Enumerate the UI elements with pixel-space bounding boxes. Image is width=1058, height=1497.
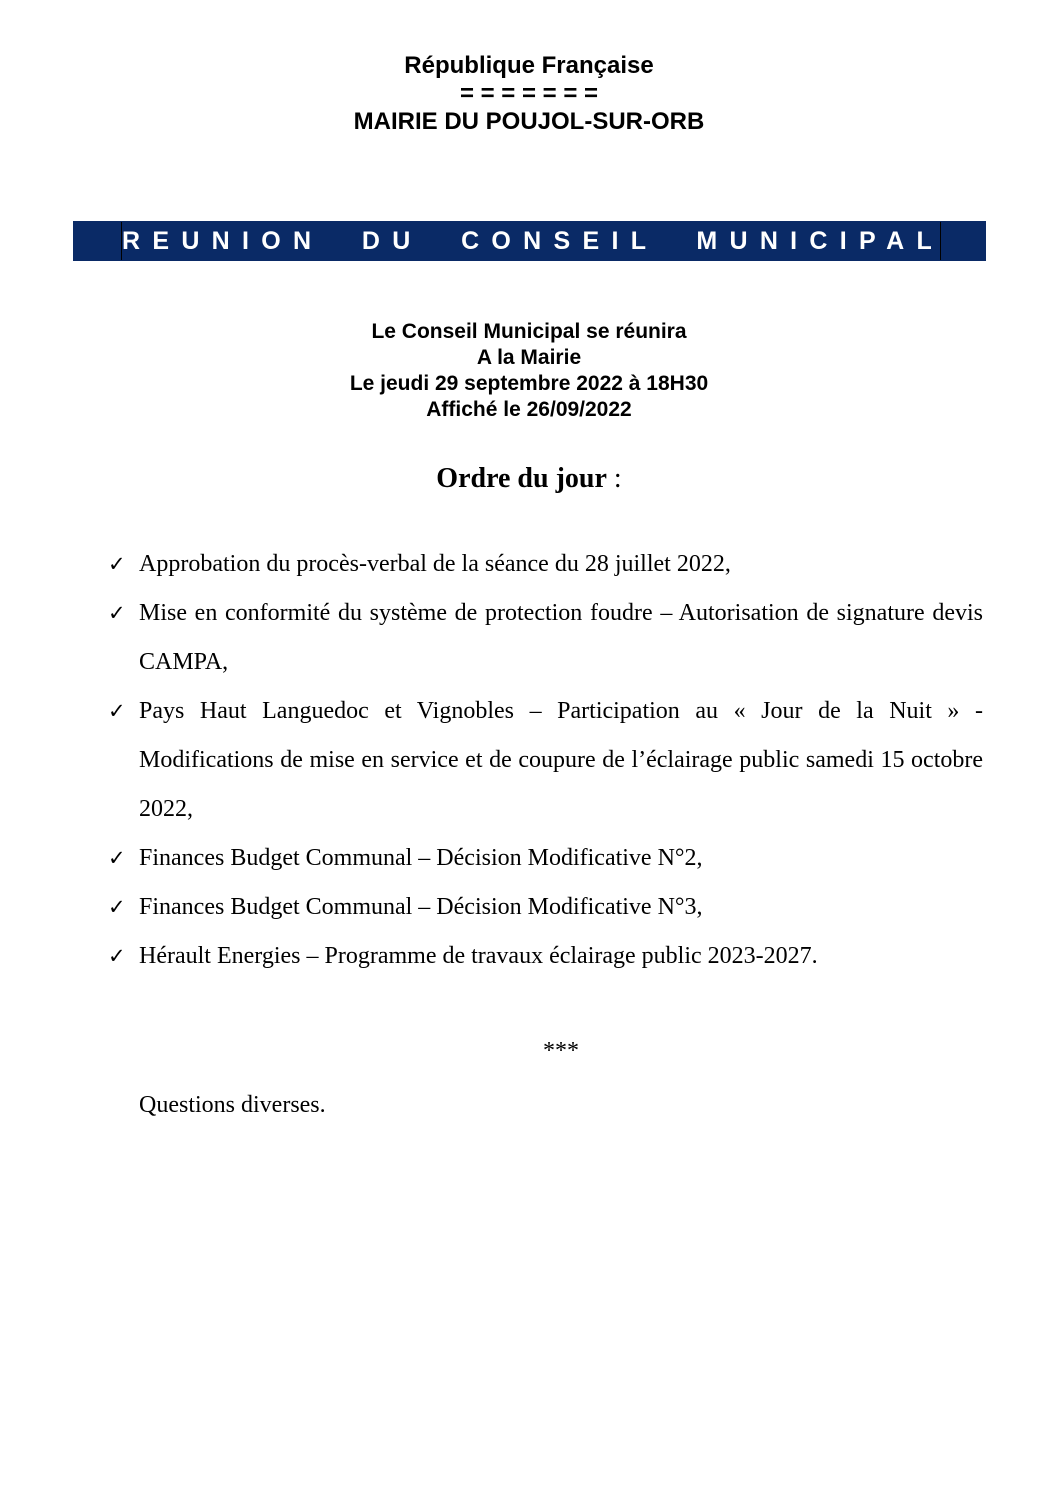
agenda-item	[108, 932, 983, 981]
agenda-item-text: Approbation du procès-verbal de la séance du 28 juillet 2022,	[139, 551, 731, 577]
meeting-line-4: Affiché le 26/09/2022	[426, 398, 632, 421]
agenda-item-text: Mise en conformité du système de protection foudre – Autorisation de signature devis CAMPA,	[139, 600, 983, 675]
agenda-item	[108, 883, 983, 932]
check-icon: ✓	[108, 601, 126, 625]
meeting-line-1: Le Conseil Municipal se réunira	[371, 320, 687, 343]
banner-title: REUNION DU CONSEIL MUNICIPAL	[121, 222, 941, 260]
agenda-item-text: Finances Budget Communal – Décision Modificative N°3,	[139, 894, 703, 920]
questions-diverses: Questions diverses.	[139, 1092, 326, 1118]
check-icon: ✓	[108, 699, 126, 723]
republic-title: République Française	[404, 52, 654, 79]
agenda-item-text: Hérault Energies – Programme de travaux éclairage public 2023-2027.	[139, 943, 818, 969]
agenda-heading	[0, 462, 1058, 496]
check-icon: ✓	[108, 846, 126, 870]
agenda-list	[108, 540, 983, 981]
check-icon: ✓	[108, 944, 126, 968]
agenda-item	[108, 540, 983, 589]
mairie-title: MAIRIE DU POUJOL-SUR-ORB	[353, 108, 705, 135]
agenda-heading-colon: :	[606, 463, 622, 494]
meeting-line-2: A la Mairie	[476, 346, 582, 369]
check-icon: ✓	[108, 895, 126, 919]
agenda-item	[108, 687, 983, 834]
agenda-item-text: Finances Budget Communal – Décision Modificative N°2,	[139, 845, 703, 871]
section-separator: ***	[543, 1038, 579, 1064]
agenda-item-text: Pays Haut Languedoc et Vignobles – Participation au « Jour de la Nuit » - Modifications de mise en service et de coupure de l’éclairage public samedi 15 octobre 2022,	[139, 698, 983, 822]
meeting-line-3: Le jeudi 29 septembre 2022 à 18H30	[349, 372, 709, 395]
agenda-item	[108, 589, 983, 687]
document-header	[0, 52, 1058, 136]
agenda-heading-title: Ordre du jour	[436, 463, 607, 494]
agenda-item	[108, 834, 983, 883]
header-separator: = = = = = = =	[459, 80, 599, 107]
meeting-info	[0, 319, 1058, 423]
check-icon: ✓	[108, 552, 126, 576]
